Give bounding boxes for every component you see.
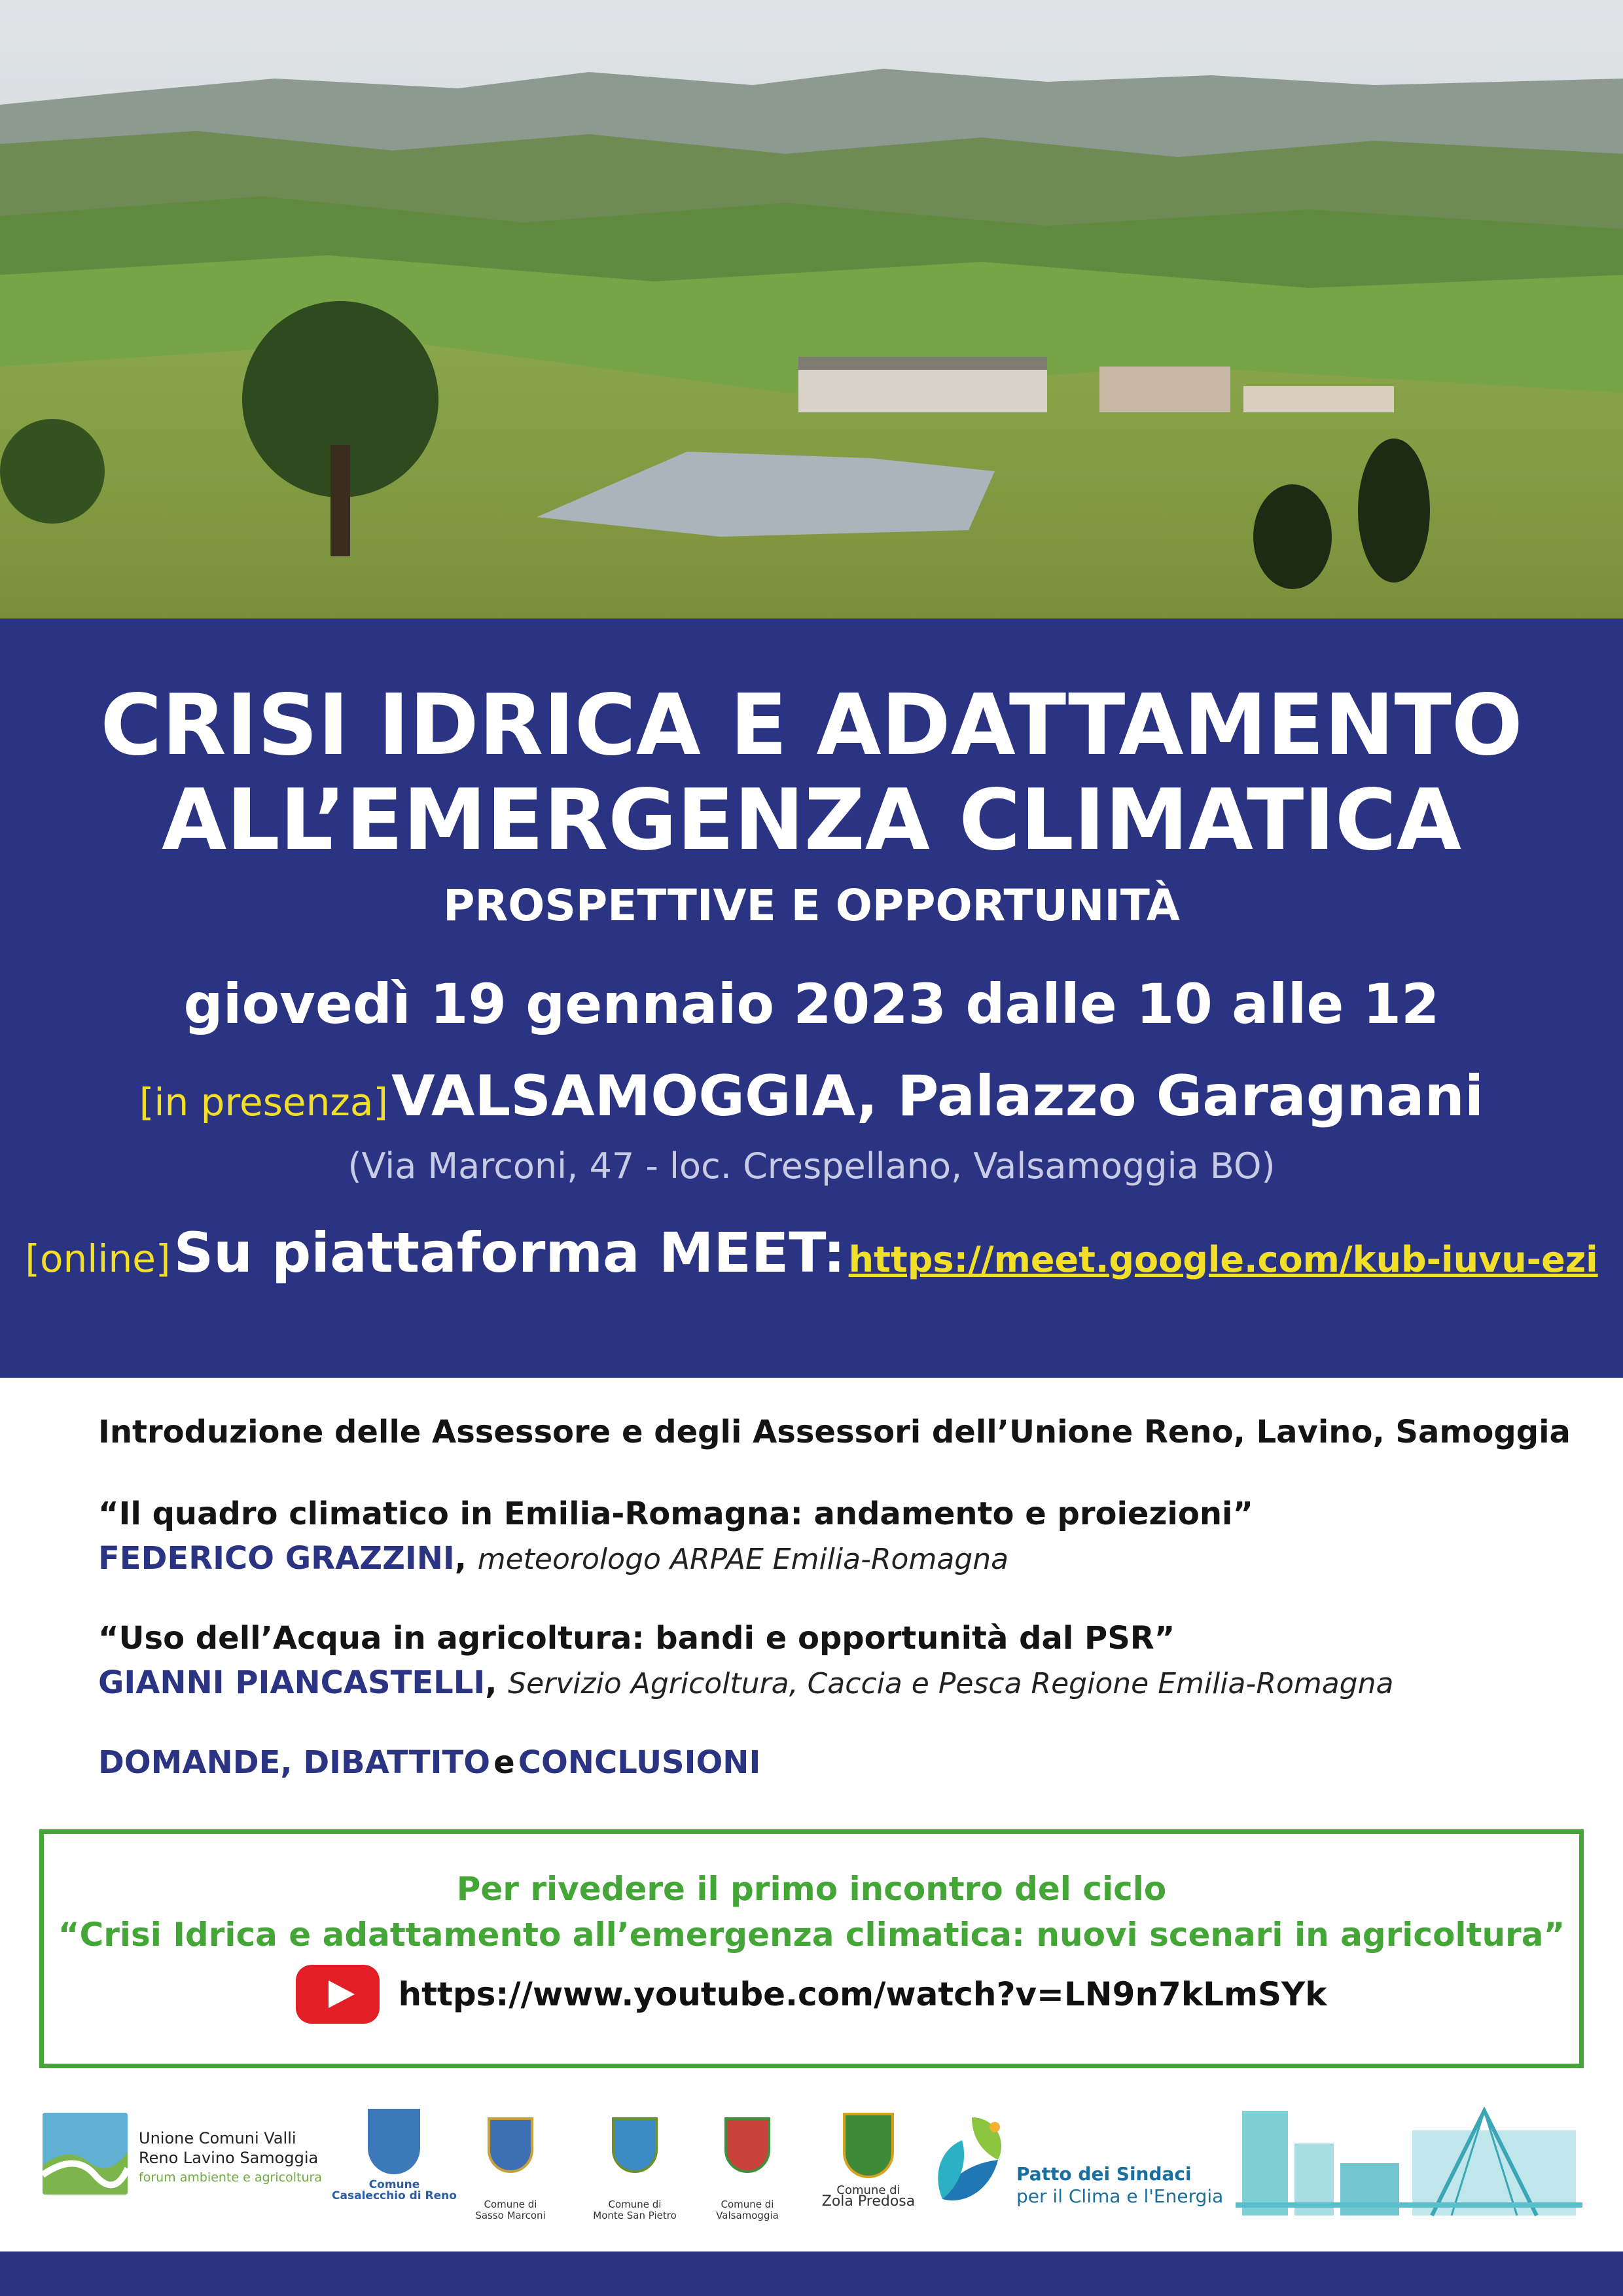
talk2-speaker-line: GIANNI PIANCASTELLI, Servizio Agricoltura, Caccia e Pesca Regione Emilia-Romagna: [98, 1664, 1394, 1701]
zola-predosa-label: Comune di Zola Predosa: [821, 2183, 916, 2210]
patto-sindaci-logo-icon: [933, 2114, 1011, 2212]
monte-san-pietro-crest-icon: [612, 2117, 658, 2173]
talk2-speaker: GIANNI PIANCASTELLI: [98, 1664, 486, 1701]
city-skyline-illustration: [1236, 2104, 1582, 2222]
talk1-role: meteorologo ARPAE Emilia-Romagna: [477, 1543, 1009, 1576]
talk1-speaker-line: FEDERICO GRAZZINI, meteorologo ARPAE Emilia-Romagna: [98, 1540, 1009, 1577]
replay-box: [39, 1829, 1584, 2068]
unione-line3: forum ambiente e agricoltura: [139, 2170, 322, 2185]
talk1-title: “Il quadro climatico in Emilia-Romagna: andamento e proiezioni”: [98, 1496, 1254, 1532]
hero-landscape-photo: [0, 0, 1623, 619]
online-tag: [online]: [25, 1236, 171, 1281]
event-title-line2: ALL’EMERGENZA CLIMATICA: [162, 772, 1461, 869]
venue-address: (Via Marconi, 47 - loc. Crespellano, Valsamoggia BO): [348, 1145, 1275, 1187]
footer-band: [0, 2251, 1623, 2296]
closing-and: e: [493, 1744, 515, 1781]
replay-link-row: [44, 1965, 1579, 2026]
venue-tag: [in presenza]: [139, 1080, 388, 1124]
casalecchio-label: Comune Casalecchio di Reno: [332, 2178, 457, 2202]
event-title-line1: CRISI IDRICA E ADATTAMENTO: [100, 677, 1523, 774]
sasso-marconi-label: Comune di Sasso Marconi: [475, 2198, 546, 2221]
closing-part1: DOMANDE, DIBATTITO: [98, 1744, 491, 1781]
replay-line1: Per rivedere il primo incontro del ciclo: [456, 1870, 1167, 1908]
zola-predosa-crest-icon: [843, 2113, 894, 2178]
valsamoggia-label: Comune di Valsamoggia: [716, 2198, 779, 2221]
partner-logos: [0, 2094, 1623, 2238]
talk1-speaker: FEDERICO GRAZZINI: [98, 1540, 455, 1577]
casalecchio-crest-icon: [368, 2109, 420, 2174]
monte-san-pietro-label: Comune di Monte San Pietro: [593, 2198, 677, 2221]
unione-logo-icon: [43, 2113, 128, 2195]
event-header-band: [0, 619, 1623, 1378]
event-subtitle: PROSPETTIVE E OPPORTUNITÀ: [443, 880, 1180, 931]
event-venue: [0, 1064, 1623, 1129]
unione-line2: Reno Lavino Samoggia: [139, 2149, 319, 2167]
program-intro: Introduzione delle Assessore e degli Assessori dell’Unione Reno, Lavino, Samoggia: [98, 1414, 1571, 1450]
youtube-link[interactable]: https://www.youtube.com/watch?v=LN9n7kLmSYk: [398, 1975, 1327, 2013]
talk2-title: “Uso dell’Acqua in agricoltura: bandi e opportunità dal PSR”: [98, 1620, 1175, 1657]
youtube-play-icon[interactable]: [296, 1965, 380, 2024]
talk2-role: Servizio Agricoltura, Caccia e Pesca Regione Emilia-Romagna: [508, 1667, 1394, 1700]
event-date: giovedì 19 gennaio 2023 dalle 10 alle 12: [183, 972, 1440, 1036]
online-label: Su piattaforma MEET:: [173, 1221, 846, 1285]
closing-line: [98, 1744, 760, 1781]
replay-line2: “Crisi Idrica e adattamento all’emergenza climatica: nuovi scenari in agricoltura”: [58, 1916, 1565, 1954]
unione-logo-text: [139, 2128, 322, 2187]
unione-line1: Unione Comuni Valli: [139, 2129, 296, 2147]
event-online: [0, 1221, 1623, 1285]
sasso-marconi-crest-icon: [488, 2117, 533, 2173]
venue-place: VALSAMOGGIA, Palazzo Garagnani: [391, 1064, 1484, 1129]
valsamoggia-crest-icon: [724, 2117, 770, 2173]
closing-part2: CONCLUSIONI: [518, 1744, 761, 1781]
meet-link[interactable]: https://meet.google.com/kub-iuvu-ezi: [848, 1239, 1598, 1280]
patto-sindaci-text: Patto dei Sindaci per il Clima e l'Energia: [1016, 2163, 1224, 2207]
